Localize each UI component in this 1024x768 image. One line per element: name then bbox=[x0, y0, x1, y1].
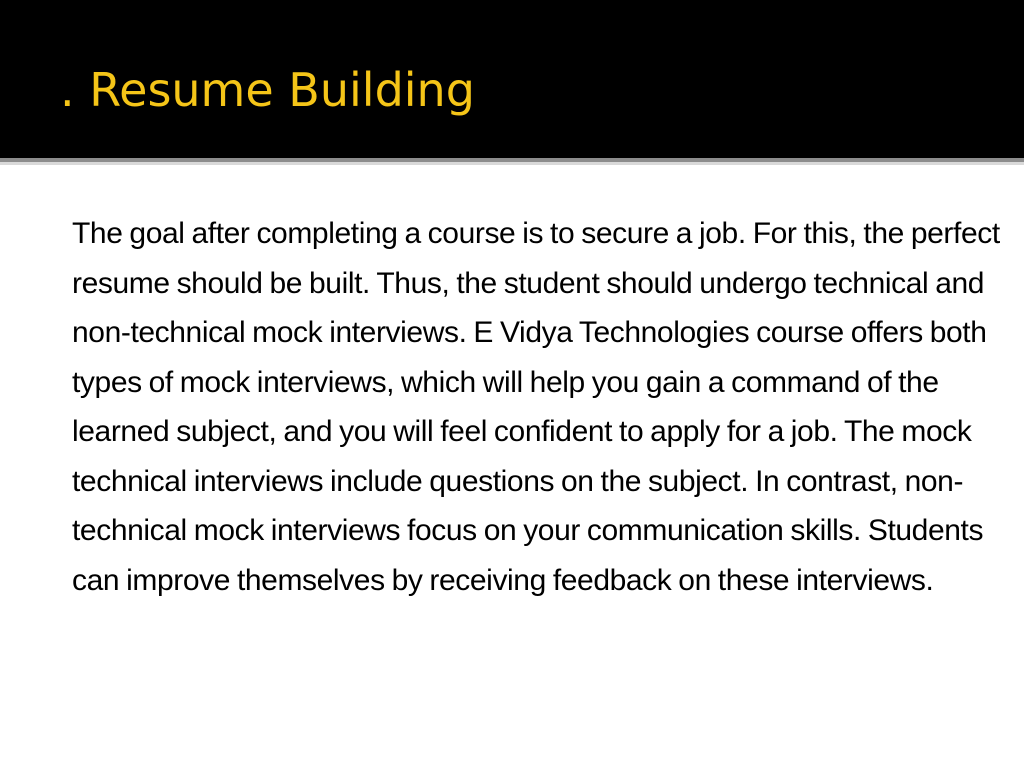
slide-title: . Resume Building bbox=[60, 63, 475, 117]
title-bar bbox=[0, 0, 1024, 158]
body-paragraph: The goal after completing a course is to secure a job. For this, the perfect resume should be built. Thus, the student should undergo technical and non-technical mock interviews. E Vidya Technologies course offers both types of mock interviews, which will help you gain a command of the learned subject, and you will feel confident to apply for a job. The mock technical interviews include questions on the subject. In contrast, non-technical mock interviews focus on your communication skills. Students can improve themselves by receiving feedback on these interviews. bbox=[72, 217, 1000, 597]
slide-content bbox=[0, 165, 1024, 768]
